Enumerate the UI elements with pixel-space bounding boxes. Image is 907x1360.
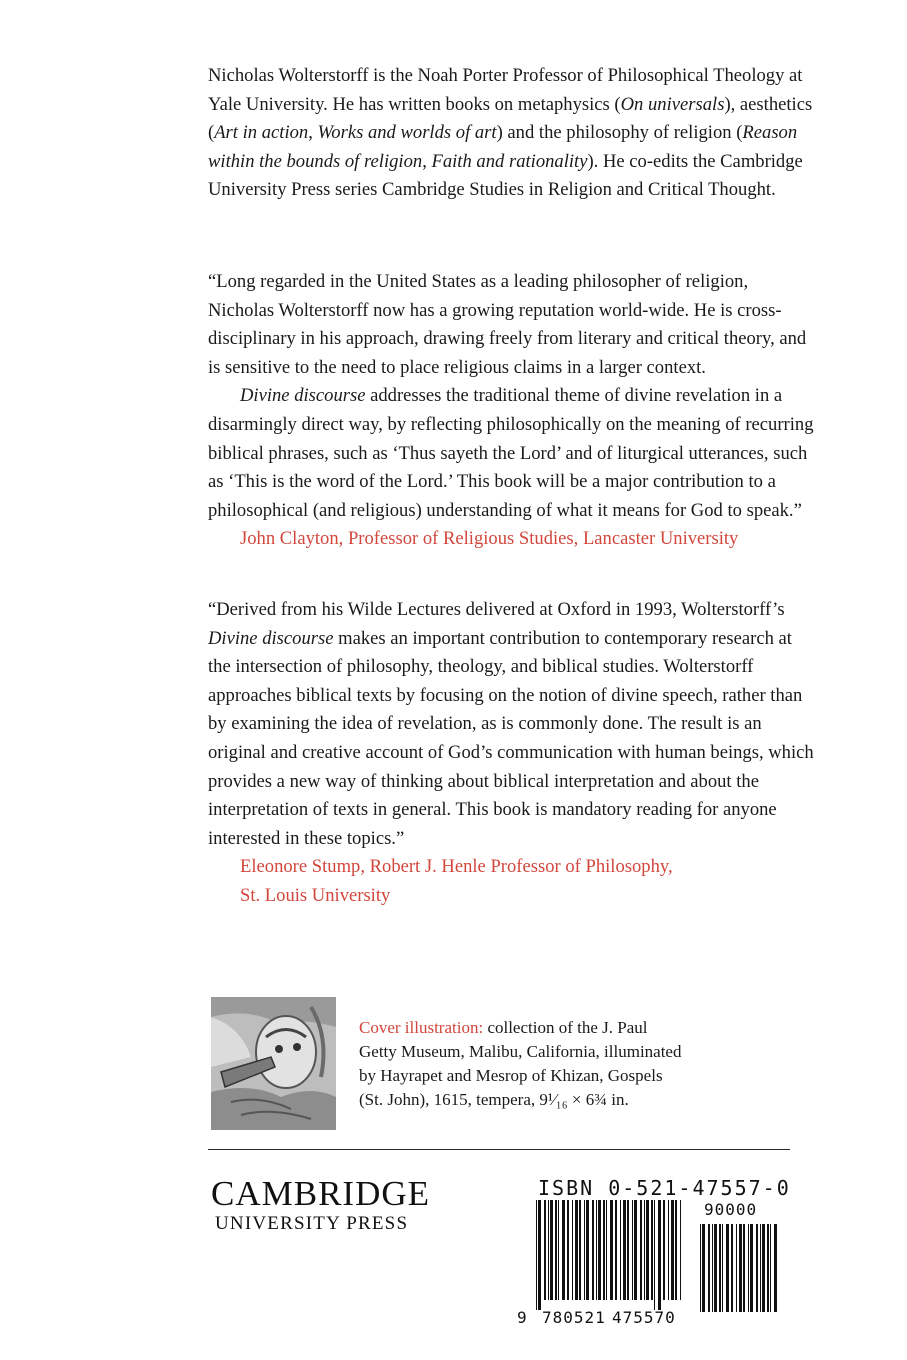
- barcode-bar: [598, 1200, 601, 1300]
- barcode-bar: [575, 1200, 578, 1300]
- barcode-bar: [558, 1200, 559, 1300]
- barcode-bar: [627, 1200, 629, 1300]
- caption-text: collection of the J. Paul Getty Museum, Malibu, California, illuminated by Hayrapet and Mesrop of Khizan, Gospels (St. John), 1615, tempera, 9¹⁄₁₆ × 6¾ in.: [359, 1018, 682, 1109]
- book-title: Divine discourse: [208, 627, 334, 649]
- barcode-bar: [548, 1200, 549, 1300]
- barcode-bar: [739, 1224, 742, 1312]
- barcode-bar: [567, 1200, 569, 1300]
- barcode-bar: [634, 1200, 637, 1300]
- barcode-bar: [550, 1200, 553, 1300]
- barcode-bar: [702, 1224, 705, 1312]
- barcode-bar: [579, 1200, 581, 1300]
- barcode-bar: [668, 1200, 669, 1300]
- barcode-bar: [774, 1224, 777, 1312]
- caption-label: Cover illustration:: [359, 1018, 484, 1037]
- barcode-bar: [700, 1224, 701, 1312]
- barcode-image: [532, 1198, 780, 1326]
- barcode-bar: [644, 1200, 645, 1300]
- barcode-bar: [536, 1200, 537, 1310]
- barcode-bar: [663, 1200, 665, 1300]
- publisher-subtitle: UNIVERSITY PRESS: [215, 1213, 409, 1234]
- quote-attribution: Eleonore Stump, Robert J. Henle Professor of Philosophy,: [240, 856, 673, 878]
- barcode-bar: [615, 1200, 617, 1300]
- barcode-bar: [620, 1200, 621, 1300]
- publisher-name: CAMBRIDGE: [211, 1174, 431, 1213]
- barcode-bar: [654, 1200, 655, 1310]
- barcode-bar: [658, 1200, 661, 1310]
- barcode-bar: [572, 1200, 573, 1300]
- barcode-bar: [623, 1200, 626, 1300]
- cover-illustration-image: [211, 997, 336, 1130]
- book-title: Works and worlds of art: [317, 122, 497, 144]
- publisher-logo: [211, 1175, 430, 1235]
- barcode-bar: [646, 1200, 649, 1300]
- barcode-bar: [750, 1224, 753, 1312]
- barcode-digit-group: 780521: [542, 1308, 606, 1327]
- quote-paragraph: Divine discourse addresses the traditional theme of divine revelation in a disarmingly direct way, by reflecting philosophically on the meaning of recurring biblical phrases, such as ‘Thus sayeth the Lord’ and of liturgical utterances, such as ‘This is the word of the Lord.’ This book will be a major contribution to a philosophical (and religious) understanding of what it means for God to speak.”: [208, 385, 814, 521]
- book-title: Reason within the bounds of religion: [208, 122, 798, 172]
- barcode-bar: [675, 1200, 677, 1300]
- barcode-bar: [722, 1224, 723, 1312]
- review-quote-stump: [208, 596, 818, 911]
- barcode-bar: [606, 1200, 607, 1300]
- barcode-bar: [762, 1224, 765, 1312]
- barcode-bar: [726, 1224, 729, 1312]
- book-title: Art in action: [214, 122, 309, 144]
- barcode-bar: [770, 1224, 771, 1312]
- barcode-bar: [748, 1224, 749, 1312]
- barcode-bar: [651, 1200, 653, 1300]
- barcode-bar: [584, 1200, 585, 1300]
- barcode-bar: [731, 1224, 733, 1312]
- book-title: Faith and rationality: [431, 150, 588, 172]
- barcode-bar: [719, 1224, 721, 1312]
- barcode-bar: [708, 1224, 710, 1312]
- barcode-bar: [603, 1200, 605, 1300]
- illuminated-manuscript-figure: [211, 997, 336, 1130]
- barcode-bar: [632, 1200, 633, 1300]
- quote-paragraph: “Derived from his Wilde Lectures delivered at Oxford in 1993, Wolterstorff’s Divine discourse makes an important contribution to contemporary research at the intersection of philosophy, theology, and biblical studies. Wolterstorff approaches biblical texts by focusing on the notion of divine speech, rather than by examining the idea of revelation, as is commonly done. The result is an original and creative account of God’s communication with human beings, which provides a new way of thinking about biblical interpretation and about the interpretation of texts in general. This book is mandatory reading for anyone interested in these topics.”: [208, 599, 814, 849]
- book-title: On universals: [620, 93, 725, 115]
- quote-paragraph: “Long regarded in the United States as a leading philosopher of religion, Nicholas Wolterstorff now has a growing reputation world-wide. He is cross-disciplinary in his approach, drawing freely from literary and critical theory, and is sensitive to the need to place religious claims in a larger context.: [208, 271, 807, 378]
- divider: [208, 1149, 790, 1150]
- barcode-bar: [538, 1200, 541, 1310]
- barcode-bar: [760, 1224, 761, 1312]
- barcode-bar: [555, 1200, 557, 1300]
- barcode-bar: [562, 1200, 565, 1300]
- barcode-addon-number: 90000: [704, 1200, 758, 1219]
- barcode-bar: [640, 1200, 642, 1300]
- barcode-bar: [714, 1224, 717, 1312]
- barcode-bar: [596, 1200, 597, 1300]
- barcode-bar: [671, 1200, 674, 1300]
- review-quote-clayton: [208, 268, 818, 554]
- barcode-bar: [680, 1200, 681, 1300]
- author-bio: Nicholas Wolterstorff is the Noah Porter Professor of Philosophical Theology at Yale University. He has written books on metaphysics (On universals), aesthetics (Art in action, Works and worlds of art) and the philosophy of religion (Reason within the bounds of religion, Faith and rationality). He co-edits the Cambridge University Press series Cambridge Studies in Religion and Critical Thought.: [208, 65, 813, 201]
- barcode-bar: [756, 1224, 758, 1312]
- barcode-bar: [610, 1200, 613, 1300]
- cover-illustration-caption: [359, 1016, 689, 1112]
- barcode-digit-first: 9: [517, 1308, 528, 1327]
- isbn-text: ISBN 0-521-47557-0: [538, 1176, 791, 1200]
- barcode-bar: [592, 1200, 594, 1300]
- barcode-bar: [586, 1200, 589, 1300]
- barcode-bar: [767, 1224, 769, 1312]
- barcode-bar: [736, 1224, 737, 1312]
- barcode-bar: [743, 1224, 745, 1312]
- barcode-bar: [544, 1200, 546, 1300]
- barcode-bar: [712, 1224, 713, 1312]
- quote-attribution: John Clayton, Professor of Religious Studies, Lancaster University: [240, 528, 739, 550]
- book-title: Divine discourse: [240, 385, 366, 407]
- barcode-digit-group: 475570: [612, 1308, 676, 1327]
- quote-attribution-affiliation: St. Louis University: [240, 884, 391, 906]
